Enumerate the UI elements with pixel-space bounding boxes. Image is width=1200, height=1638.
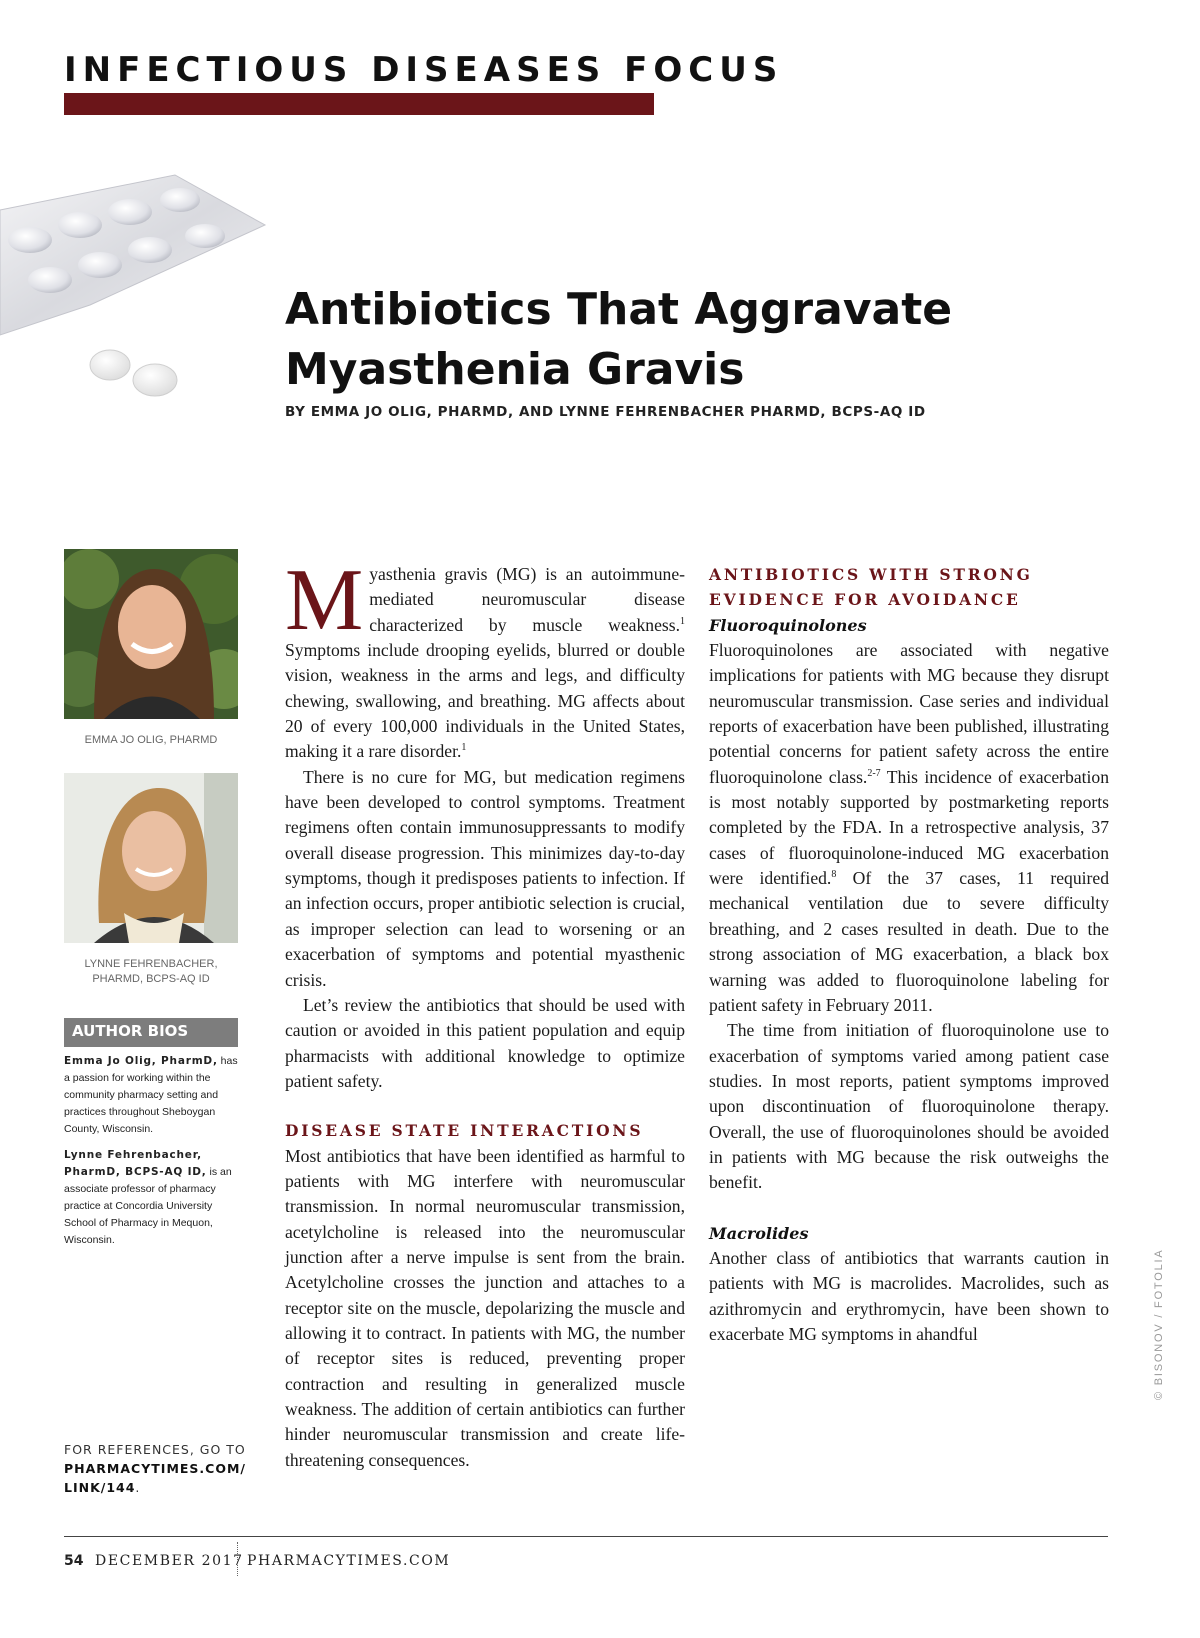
author-photo-lynne-fehrenbacher: [64, 773, 238, 943]
reference-marker: 1: [680, 615, 685, 627]
heading-strong-evidence-line-2: EVIDENCE FOR AVOIDANCE: [709, 590, 1021, 610]
author-bio-1-text: has a passion for working within the community pharmacy setting and practices throughout Sheboygan County, Wisconsin.: [64, 1055, 238, 1135]
heading-strong-evidence-line-1: ANTIBIOTICS WITH STRONG: [709, 565, 1033, 584]
section-title-bar: [64, 93, 654, 115]
footer-divider: [237, 1542, 239, 1576]
paragraph-review: Let’s review the antibiotics that should be used with caution or avoided in this patient population and equip pharmacists with additional knowledge to optimize patient safety.: [285, 994, 685, 1091]
author-bio-1-name: Emma Jo Olig, PharmD,: [64, 1055, 218, 1067]
author-bios-heading: AUTHOR BIOS: [64, 1018, 238, 1047]
body-column-2: [709, 562, 1109, 1347]
heading-disease-state-interactions: DISEASE STATE INTERACTIONS: [285, 1121, 644, 1141]
photo-credit: © BISONOV / FOTOLIA: [1153, 1248, 1165, 1400]
paragraph-fluoroquinolones-text-a: Fluoroquinolones are associated with negative implications for patients with MG because they disrupt neuromuscular transmission. Case series and individual reports of exacerbation have been published, illustrating potential concerns for patient safety across the entire fluoroquinolone class.: [709, 640, 1109, 787]
paragraph-fluoroquinolones-text-c: Of the 37 cases, 11 required mechanical ventilation due to severe difficulty breathing, and 2 cases resulted in death. Due to the strong association of MG exacerbation, a black box warning was added to fluoroquinolone labeling for patient safety in February 2011.: [709, 868, 1109, 1015]
paragraph-fluoroquinolones-text-b: This incidence of exacerbation is most notably supported by postmarketing reports completed by the FDA. In a retrospective analysis, 37 cases of fluoroquinolone-induced MG exacerbation were identified.: [709, 766, 1110, 889]
drop-cap: M: [285, 552, 364, 649]
author-photo-caption-2-line-2: PHARMD, BCPS-AQ ID: [92, 973, 210, 985]
reference-marker: 8: [831, 869, 837, 881]
author-bio-2-name: Lynne Fehrenbacher, PharmD, BCPS-AQ ID,: [64, 1149, 207, 1178]
heading-fluoroquinolones: Fluoroquinolones: [709, 615, 867, 635]
author-photo-caption-2: [64, 957, 238, 987]
page-number: 54: [64, 1553, 84, 1569]
heading-macrolides: Macrolides: [709, 1223, 809, 1243]
paragraph-intro: [285, 552, 685, 765]
article-title-line-1: Antibiotics That Aggravate: [285, 284, 953, 335]
paragraph-macrolides: Another class of antibiotics that warrants caution in patients with MG is macrolides. Macrolides, such as azithromycin and erythromycin, have been shown to exacerbate MG symptoms in ahandful: [709, 1247, 1109, 1344]
body-column-1: [285, 552, 685, 1473]
spacer: [709, 1196, 1109, 1221]
references-note-end: .: [135, 1480, 141, 1495]
references-note-text: FOR REFERENCES, GO TO: [64, 1442, 246, 1457]
paragraph-fluoroquinolone-timing: The time from initiation of fluoroquinolone use to exacerbation of symptoms varied among patient case studies. In most reports, patient symptoms improved upon discontinuation of fluoroquinolone therapy. Overall, the use of fluoroquinolones should be avoided in patients with MG because the risk outweighs the benefit.: [709, 1020, 1109, 1193]
paragraph-disease-state: Most antibiotics that have been identified as harmful to patients with MG interfere with neuromuscular transmission. In normal neuromuscular transmission, acetylcholine is released into the neuromuscular junction after a nerve impulse is sent from the brain. Acetylcholine crosses the junction and attaches to a receptor site on the muscle, depolarizing the muscle and allowing it to contract. In patients with MG, the number of receptor sites is reduced, preventing proper contraction and resulting in generalized muscle weakness. The addition of certain antibiotics can further hinder neuromuscular transmission and create life-threatening consequences.: [285, 1145, 685, 1470]
references-note: [64, 1440, 254, 1497]
article-title: [285, 280, 1045, 400]
article-title-line-2: Myasthenia Gravis: [285, 344, 745, 395]
issue-date: DECEMBER 2017: [95, 1553, 244, 1569]
author-photo-caption-1: EMMA JO OLIG, PHARMD: [84, 734, 218, 746]
pill-blister-pack-image: [0, 170, 280, 420]
author-photo-caption-2-line-1: LYNNE FEHRENBACHER,: [84, 958, 218, 970]
paragraph-treatment: There is no cure for MG, but medication regimens have been developed to control symptoms. Treatment regimens often contain immunosuppressants to modify overall disease progression. This minimizes day-to-day symptoms, though it predisposes patients to infection. If an infection occurs, proper antibiotic selection is crucial, as improper selection can lead to worsening or an exacerbation of symptoms and potential myasthenic crisis.: [285, 766, 685, 990]
references-link[interactable]: PHARMACYTIMES.COM/ LINK/144: [64, 1461, 246, 1495]
paragraph-intro-text-a: yasthenia gravis (MG) is an autoimmune-mediated neuromuscular disease characterized by muscle weakness.: [369, 564, 685, 635]
author-bio-2: [64, 1147, 238, 1249]
reference-marker: 1: [461, 742, 467, 754]
author-bio-2-text: is an associate professor of pharmacy practice at Concordia University School of Pharmacy in Mequon, Wisconsin.: [64, 1166, 232, 1246]
author-bio-1: [64, 1053, 238, 1138]
footer-rule: [64, 1536, 1108, 1537]
section-title: INFECTIOUS DISEASES FOCUS: [64, 50, 784, 90]
paragraph-fluoroquinolones: [709, 638, 1109, 1018]
paragraph-intro-text-b: Symptoms include drooping eyelids, blurred or double vision, weakness in the arms and legs, and difficulty chewing, swallowing, and breathing. MG affects about 20 of every 100,000 individuals in the United States, making it a rare disorder.: [285, 640, 685, 762]
heading-strong-evidence: [709, 562, 1109, 613]
author-photo-emma-jo-olig: [64, 549, 238, 719]
byline: BY EMMA JO OLIG, PHARMD, AND LYNNE FEHRENBACHER PHARMD, BCPS-AQ ID: [285, 404, 926, 420]
footer-site[interactable]: PHARMACYTIMES.COM: [247, 1553, 451, 1569]
reference-marker: 2-7: [867, 767, 881, 779]
